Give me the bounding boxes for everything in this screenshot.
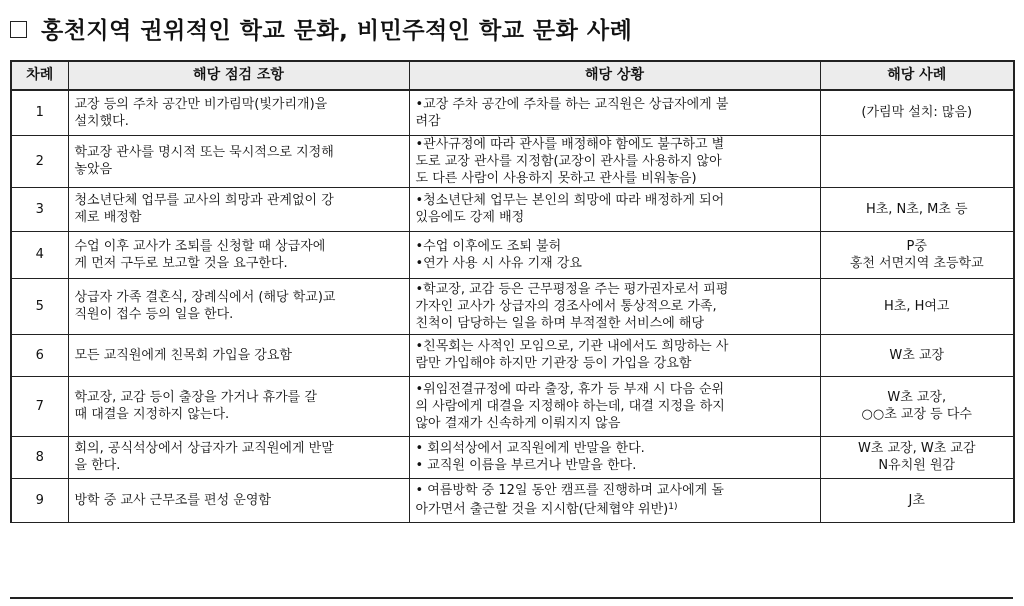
check-item-text: 설치했다. xyxy=(74,113,129,129)
situation-text: •청소년단체 업무는 본인의 희망에 따라 배정하게 되어 xyxy=(415,193,725,208)
situation-text: 친척이 담당하는 일을 하며 부적절한 서비스에 해당 xyxy=(415,315,705,331)
example-line xyxy=(827,457,1008,474)
situation xyxy=(409,436,820,478)
situation-text: • 교직원 이름을 부르거나 반말을 한다. xyxy=(415,458,637,473)
situation-line xyxy=(416,457,814,474)
check-item-line xyxy=(75,289,403,306)
situation-text: • 여름방학 중 12일 동안 캠프를 진행하며 교사에게 돌 xyxy=(415,483,724,498)
check-item xyxy=(68,436,409,478)
example-text: (가림막 설치: 많음) xyxy=(861,105,973,121)
check-item-line xyxy=(75,161,403,178)
check-item-text: 상급자 가족 결혼식, 장례식에서 (해당 학교)교 xyxy=(74,290,336,305)
check-item xyxy=(68,231,409,278)
example xyxy=(820,231,1014,278)
example xyxy=(820,135,1014,187)
situation-line xyxy=(416,209,814,226)
situation-line xyxy=(416,298,814,315)
check-item-line xyxy=(75,389,403,406)
row-number: 8 xyxy=(11,436,68,478)
check-item-text: 을 한다. xyxy=(74,458,121,473)
situation-line xyxy=(416,398,814,415)
example xyxy=(820,334,1014,376)
table-body xyxy=(11,90,1014,522)
situation-text: •친목회는 사적인 모임으로, 기관 내에서도 희망하는 사 xyxy=(415,339,729,354)
check-item-line xyxy=(75,457,403,474)
situation-line xyxy=(416,153,814,170)
row-number: 4 xyxy=(11,231,68,278)
example-text: ○○초 교장 등 다수 xyxy=(861,407,972,422)
check-item-text: 학교장 관사를 명시적 또는 묵시적으로 지정해 xyxy=(74,145,334,160)
check-item xyxy=(68,135,409,187)
situation-text: 도로 교장 관사를 지정함(교장이 관사를 사용하지 않아 xyxy=(415,153,722,169)
situation-line xyxy=(416,440,814,457)
check-item-text: 때 대결을 지정하지 않는다. xyxy=(74,407,230,422)
check-item xyxy=(68,334,409,376)
example-line xyxy=(827,440,1008,457)
example-line xyxy=(827,492,1008,509)
check-item-line xyxy=(75,306,403,323)
situation-text: 려감 xyxy=(415,113,441,129)
check-item xyxy=(68,376,409,436)
example-text: 홍천 서면지역 초등학교 xyxy=(849,255,984,271)
example-line xyxy=(827,406,1008,423)
situation-line xyxy=(416,482,814,499)
table-bottom-rule xyxy=(10,597,1013,599)
example xyxy=(820,436,1014,478)
title-row xyxy=(10,8,632,48)
row-number: 5 xyxy=(11,278,68,334)
situation-line xyxy=(416,338,814,355)
table-row xyxy=(11,334,1014,376)
check-item xyxy=(68,278,409,334)
situation-text: 람만 가입해야 하지만 기관장 등이 가입을 강요함 xyxy=(415,356,692,371)
situation-text: •위임전결규정에 따라 출장, 휴가 등 부재 시 다음 순위 xyxy=(415,381,725,397)
example-text: W초 교장, xyxy=(887,390,947,405)
header-num: 차례 xyxy=(11,61,68,90)
check-item-line xyxy=(75,96,403,113)
situation-text: 가자인 교사가 상급자의 경조사에서 통상적으로 가족, xyxy=(415,298,717,314)
check-item-line xyxy=(75,406,403,423)
situation-line xyxy=(416,499,814,518)
footnote-marker: 1) xyxy=(668,502,678,512)
situation-line xyxy=(416,238,814,255)
check-item-line xyxy=(75,347,403,364)
check-item-text: 제로 배정함 xyxy=(74,210,142,225)
table-row xyxy=(11,478,1014,522)
example-text: H초, H여고 xyxy=(884,298,950,314)
check-item-line xyxy=(75,440,403,457)
header-example: 해당 사례 xyxy=(820,61,1014,90)
row-number: 9 xyxy=(11,478,68,522)
situation-line xyxy=(416,255,814,272)
situation-line xyxy=(416,136,814,153)
check-item xyxy=(68,90,409,135)
situation-line xyxy=(416,355,814,372)
situation-line xyxy=(416,96,814,113)
example-text: H초, N초, M초 등 xyxy=(865,201,968,217)
header-item: 해당 점검 조항 xyxy=(68,61,409,90)
row-number: 1 xyxy=(11,90,68,135)
example-line xyxy=(827,389,1008,406)
example-line xyxy=(827,298,1008,315)
example-line xyxy=(827,255,1008,272)
situation-line xyxy=(416,381,814,398)
example xyxy=(820,478,1014,522)
situation-text: 도 다른 사람이 사용하지 못하고 관사를 비워놓음) xyxy=(415,170,697,186)
check-item-text: 청소년단체 업무를 교사의 희망과 관계없이 강 xyxy=(74,193,334,208)
check-item-text: 모든 교직원에게 친목회 가입을 강요함 xyxy=(74,347,292,363)
situation-text: 않아 결재가 신속하게 이뤄지지 않음 xyxy=(415,415,621,431)
check-item-line xyxy=(75,255,403,272)
situation-line xyxy=(416,415,814,432)
check-item-text: 방학 중 교사 근무조를 편성 운영함 xyxy=(74,492,271,508)
example-text: P중 xyxy=(906,238,927,254)
check-item xyxy=(68,478,409,522)
check-item-line xyxy=(75,144,403,161)
checkbox-icon xyxy=(10,21,27,38)
situation-text: •교장 주차 공간에 주차를 하는 교직원은 상급자에게 불 xyxy=(415,96,729,112)
table-header-row xyxy=(11,61,1014,90)
example-text: W초 교장, W초 교감 xyxy=(857,441,976,456)
check-item-text: 게 먼저 구두로 보고할 것을 요구한다. xyxy=(74,255,288,271)
situation xyxy=(409,376,820,436)
example xyxy=(820,278,1014,334)
check-item-line xyxy=(75,238,403,255)
check-item-text: 학교장, 교감 등이 출장을 가거나 휴가를 갈 xyxy=(74,390,317,405)
example-text: N유치원 원감 xyxy=(878,458,956,473)
table-row xyxy=(11,187,1014,231)
situation-text: •수업 이후에도 조퇴 불허 xyxy=(415,238,562,254)
situation-line xyxy=(416,113,814,130)
situation xyxy=(409,278,820,334)
row-number: 7 xyxy=(11,376,68,436)
situation-text: •연가 사용 시 사유 기재 강요 xyxy=(415,255,582,271)
situation-text: •관사규정에 따라 관사를 배정해야 함에도 불구하고 별 xyxy=(415,136,725,152)
example xyxy=(820,187,1014,231)
check-item-text: 놓았음 xyxy=(74,162,113,177)
situation xyxy=(409,187,820,231)
example-line xyxy=(827,238,1008,255)
situation-line xyxy=(416,315,814,332)
check-item-text: 직원이 접수 등의 일을 한다. xyxy=(74,307,234,322)
example-line xyxy=(827,201,1008,218)
row-number: 6 xyxy=(11,334,68,376)
situation xyxy=(409,135,820,187)
check-item-line xyxy=(75,492,403,509)
header-situation: 해당 상황 xyxy=(409,61,820,90)
example xyxy=(820,376,1014,436)
situation-text: 아가면서 출근할 것을 지시함(단체협약 위반) xyxy=(415,502,669,517)
check-item xyxy=(68,187,409,231)
situation-text: 있음에도 강제 배정 xyxy=(415,210,525,225)
situation-line xyxy=(416,281,814,298)
example-text: J초 xyxy=(908,492,925,508)
situation xyxy=(409,478,820,522)
check-item-line xyxy=(75,113,403,130)
situation-text: 의 사람에게 대결을 지정해야 하는데, 대결 지정을 하지 xyxy=(415,398,725,414)
row-number: 3 xyxy=(11,187,68,231)
page-title: 홍천지역 권위적인 학교 문화, 비민주적인 학교 문화 사례 xyxy=(41,17,633,44)
cases-table xyxy=(10,60,1015,523)
example-text: W초 교장 xyxy=(889,347,945,363)
check-item-text: 회의, 공식석상에서 상급자가 교직원에게 반말 xyxy=(74,441,334,456)
situation xyxy=(409,334,820,376)
situation xyxy=(409,231,820,278)
situation-text: • 회의석상에서 교직원에게 반말을 한다. xyxy=(415,441,645,456)
situation-line xyxy=(416,170,814,187)
check-item-line xyxy=(75,192,403,209)
example xyxy=(820,90,1014,135)
table-row xyxy=(11,231,1014,278)
check-item-line xyxy=(75,209,403,226)
table-row xyxy=(11,135,1014,187)
table-row xyxy=(11,436,1014,478)
table-row xyxy=(11,278,1014,334)
check-item-text: 교장 등의 주차 공간만 비가림막(빛가리개)을 xyxy=(74,96,328,112)
situation xyxy=(409,90,820,135)
table-row xyxy=(11,376,1014,436)
example-line xyxy=(827,104,1008,121)
situation-text: •학교장, 교감 등은 근무평정을 주는 평가권자로서 피평 xyxy=(415,281,729,297)
row-number: 2 xyxy=(11,135,68,187)
situation-line xyxy=(416,192,814,209)
example-line xyxy=(827,347,1008,364)
check-item-text: 수업 이후 교사가 조퇴를 신청할 때 상급자에 xyxy=(74,238,326,254)
table-row xyxy=(11,90,1014,135)
